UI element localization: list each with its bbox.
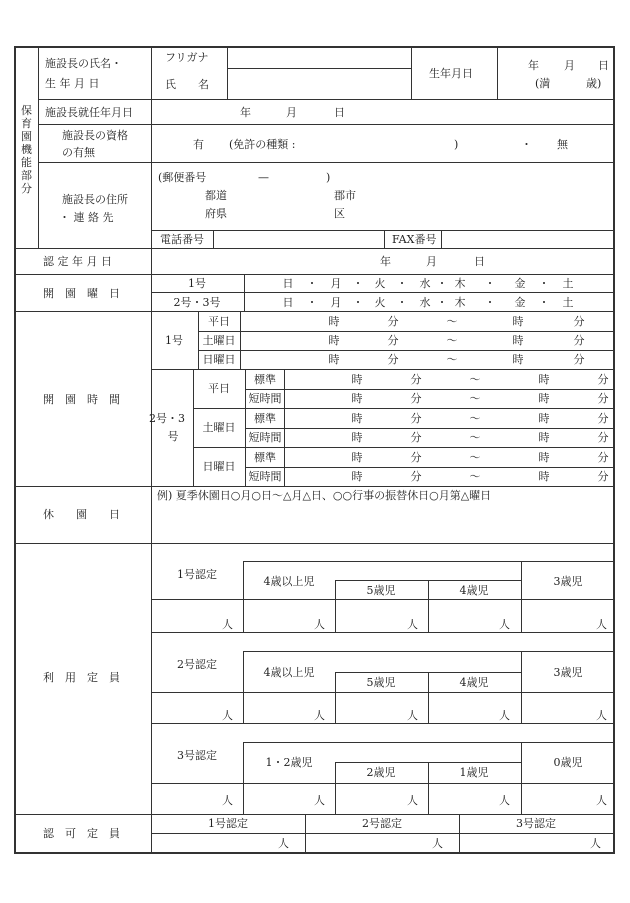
open-day-sep: ・: [396, 296, 408, 309]
minute-end: 分: [597, 431, 609, 444]
qualification-label: 施設長の資格: [62, 129, 128, 142]
open-day-sep: ・: [436, 277, 448, 290]
appointed-year: 年: [240, 106, 251, 119]
minute-start: 分: [410, 392, 422, 405]
open-days-type1: 1号: [188, 277, 206, 290]
hour-end: 時: [512, 334, 524, 347]
name-field[interactable]: [229, 70, 409, 97]
capacity-age-sub2: 1歳児: [459, 766, 489, 779]
appointed-label: 施設長就任年月日: [45, 106, 133, 119]
time-tilde: 〜: [469, 392, 481, 405]
open-hours-label: 開 園 時 間: [43, 393, 120, 406]
minute-end: 分: [573, 334, 585, 347]
capacity-age-group: 1・2歳児: [265, 756, 313, 769]
time-tilde: 〜: [469, 431, 481, 444]
time-tilde: 〜: [446, 353, 458, 366]
qualification-dot: ・: [521, 138, 532, 151]
minute-start: 分: [410, 373, 422, 386]
approval-year: 年: [380, 255, 391, 268]
appointed-day: 日: [334, 106, 345, 119]
hour-start: 時: [351, 373, 363, 386]
capacity-label: 利 用 定 員: [43, 671, 120, 684]
open-day-sep: ・: [396, 277, 408, 290]
capacity-unit[interactable]: 人: [499, 709, 510, 722]
name-label: 氏 名: [165, 78, 209, 91]
open-day-4[interactable]: 木: [454, 296, 466, 309]
age-open: (満: [535, 77, 551, 90]
address-label: 施設長の住所: [62, 193, 128, 206]
director-birth-label: 生 年 月 日: [45, 77, 100, 90]
holidays-example[interactable]: 例) 夏季休園日○月○日〜△月△日、○○行事の振替休日○月第△曜日: [157, 489, 492, 502]
open-day-2[interactable]: 火: [374, 277, 386, 290]
open-day-4[interactable]: 木: [454, 277, 466, 290]
hours-row-label-saturday: 土曜日: [202, 334, 236, 347]
birthdate-label: 生年月日: [429, 67, 473, 80]
time-tilde: 〜: [469, 470, 481, 483]
permit-col-header: 2号認定: [362, 817, 402, 830]
hour-end: 時: [538, 392, 550, 405]
prefecture-label-1: 都道: [205, 189, 227, 202]
time-tilde: 〜: [469, 373, 481, 386]
capacity-unit[interactable]: 人: [222, 709, 233, 722]
age-close: 歳): [586, 77, 602, 90]
open-days-type23: 2号・3号: [173, 296, 221, 309]
hours-group-label-weekday: 平日: [208, 382, 230, 395]
open-day-sep: ・: [352, 296, 364, 309]
minute-end: 分: [573, 353, 585, 366]
open-day-0[interactable]: 日: [282, 296, 294, 309]
capacity-unit[interactable]: 人: [499, 794, 510, 807]
birth-year: 年: [528, 59, 539, 72]
capacity-age-right: 3歳児: [553, 575, 583, 588]
qualification-type-close: ): [454, 138, 459, 151]
permit-unit[interactable]: 人: [278, 837, 289, 850]
hour-start: 時: [351, 431, 363, 444]
capacity-age-right: 0歳児: [553, 756, 583, 769]
capacity-unit[interactable]: 人: [499, 618, 510, 631]
approval-day: 日: [474, 255, 485, 268]
capacity-unit[interactable]: 人: [314, 794, 325, 807]
contact-label: ・ 連 絡 先: [59, 211, 114, 224]
capacity-block-title: 1号認定: [177, 568, 217, 581]
capacity-unit[interactable]: 人: [407, 618, 418, 631]
open-day-5[interactable]: 金: [514, 277, 526, 290]
capacity-unit[interactable]: 人: [407, 794, 418, 807]
open-days-label: 開 園 曜 日: [43, 287, 120, 300]
capacity-age-sub2: 4歳児: [459, 584, 489, 597]
open-day-sep: ・: [352, 277, 364, 290]
capacity-unit[interactable]: 人: [596, 618, 607, 631]
fax-label: FAX番号: [392, 233, 437, 246]
phone-field[interactable]: [215, 231, 382, 247]
open-day-1[interactable]: 月: [330, 277, 342, 290]
permit-col-header: 1号認定: [208, 817, 248, 830]
time-tilde: 〜: [469, 412, 481, 425]
capacity-unit[interactable]: 人: [314, 618, 325, 631]
hours-subtype: 短時間: [248, 470, 282, 483]
furigana-field[interactable]: [229, 49, 409, 66]
open-day-1[interactable]: 月: [330, 296, 342, 309]
minute-start: 分: [387, 315, 399, 328]
hour-end: 時: [538, 431, 550, 444]
hour-start: 時: [328, 315, 340, 328]
hours-subtype: 短時間: [248, 431, 282, 444]
hour-start: 時: [328, 353, 340, 366]
capacity-unit[interactable]: 人: [407, 709, 418, 722]
capacity-block-title: 2号認定: [177, 658, 217, 671]
minute-end: 分: [597, 470, 609, 483]
city-label-2: 区: [334, 207, 345, 220]
capacity-age-group: 4歳以上児: [263, 575, 315, 588]
open-day-3[interactable]: 水: [419, 296, 431, 309]
open-hours-type23-2: 号: [167, 430, 179, 443]
capacity-unit[interactable]: 人: [596, 794, 607, 807]
open-day-3[interactable]: 水: [419, 277, 431, 290]
permit-col-header: 3号認定: [516, 817, 556, 830]
hours-row-label-sunday: 日曜日: [202, 353, 236, 366]
qualification-label-2: の有無: [62, 146, 95, 159]
open-day-6[interactable]: 土: [562, 277, 574, 290]
minute-end: 分: [597, 412, 609, 425]
capacity-age-sub1: 5歳児: [366, 676, 396, 689]
minute-start: 分: [410, 470, 422, 483]
birth-day: 日: [598, 59, 609, 72]
hour-end: 時: [512, 315, 524, 328]
open-day-5[interactable]: 金: [514, 296, 526, 309]
prefecture-label-2: 府県: [205, 207, 227, 220]
hours-group-label-sunday: 日曜日: [202, 460, 236, 473]
hours-subtype: 標準: [254, 373, 276, 386]
hours-subtype: 標準: [254, 451, 276, 464]
capacity-block-title: 3号認定: [177, 749, 217, 762]
permit-unit[interactable]: 人: [432, 837, 443, 850]
approval-date-label: 認 定 年 月 日: [43, 255, 112, 268]
minute-start: 分: [410, 431, 422, 444]
open-day-sep: ・: [436, 296, 448, 309]
capacity-unit[interactable]: 人: [314, 709, 325, 722]
capacity-age-sub2: 4歳児: [459, 676, 489, 689]
qualification-no[interactable]: 無: [557, 138, 568, 151]
open-day-sep: ・: [306, 277, 318, 290]
open-day-sep: ・: [538, 277, 550, 290]
hour-start: 時: [328, 334, 340, 347]
capacity-age-group: 4歳以上児: [263, 666, 315, 679]
open-hours-type1: 1号: [165, 334, 183, 347]
minute-end: 分: [597, 451, 609, 464]
qualification-yes[interactable]: 有: [193, 138, 204, 151]
capacity-unit[interactable]: 人: [222, 794, 233, 807]
holidays-label: 休 園 日: [43, 508, 120, 521]
open-hours-type23: 2号・3: [149, 412, 185, 425]
open-day-0[interactable]: 日: [282, 277, 294, 290]
capacity-age-sub1: 5歳児: [366, 584, 396, 597]
capacity-age-right: 3歳児: [553, 666, 583, 679]
open-day-2[interactable]: 火: [374, 296, 386, 309]
fax-field[interactable]: [443, 231, 612, 247]
hour-end: 時: [512, 353, 524, 366]
capacity-unit[interactable]: 人: [222, 618, 233, 631]
furigana-label: フリガナ: [165, 51, 209, 64]
hour-end: 時: [538, 373, 550, 386]
permit-label: 認 可 定 員: [43, 827, 120, 840]
minute-start: 分: [387, 334, 399, 347]
permit-unit[interactable]: 人: [590, 837, 601, 850]
time-tilde: 〜: [446, 334, 458, 347]
minute-end: 分: [597, 392, 609, 405]
hour-end: 時: [538, 470, 550, 483]
hours-group-label-saturday: 土曜日: [202, 421, 236, 434]
open-day-sep: ・: [538, 296, 550, 309]
hour-start: 時: [351, 392, 363, 405]
hour-start: 時: [351, 470, 363, 483]
hour-end: 時: [538, 412, 550, 425]
section-label-vertical: 保育園機能部分: [21, 104, 32, 195]
open-day-sep: ・: [306, 296, 318, 309]
qualification-type-label: (免許の種類 :: [229, 138, 296, 151]
hours-subtype: 短時間: [248, 392, 282, 405]
postal-close: ): [326, 171, 331, 184]
hour-end: 時: [538, 451, 550, 464]
hour-start: 時: [351, 451, 363, 464]
minute-end: 分: [573, 315, 585, 328]
director-name-label: 施設長の氏名・: [45, 57, 122, 70]
time-tilde: 〜: [446, 315, 458, 328]
open-day-6[interactable]: 土: [562, 296, 574, 309]
approval-month: 月: [426, 255, 437, 268]
capacity-age-sub1: 2歳児: [366, 766, 396, 779]
phone-label: 電話番号: [160, 233, 204, 246]
appointed-month: 月: [286, 106, 297, 119]
postal-open: (郵便番号: [158, 171, 207, 184]
hours-subtype: 標準: [254, 412, 276, 425]
minute-start: 分: [410, 412, 422, 425]
hours-row-label-weekday: 平日: [208, 315, 230, 328]
minute-start: 分: [410, 451, 422, 464]
birth-month: 月: [564, 59, 575, 72]
open-day-sep: ・: [484, 296, 496, 309]
postal-dash: —: [258, 171, 269, 184]
time-tilde: 〜: [469, 451, 481, 464]
open-day-sep: ・: [484, 277, 496, 290]
minute-end: 分: [597, 373, 609, 386]
hour-start: 時: [351, 412, 363, 425]
minute-start: 分: [387, 353, 399, 366]
city-label-1: 郡市: [334, 189, 356, 202]
capacity-unit[interactable]: 人: [596, 709, 607, 722]
